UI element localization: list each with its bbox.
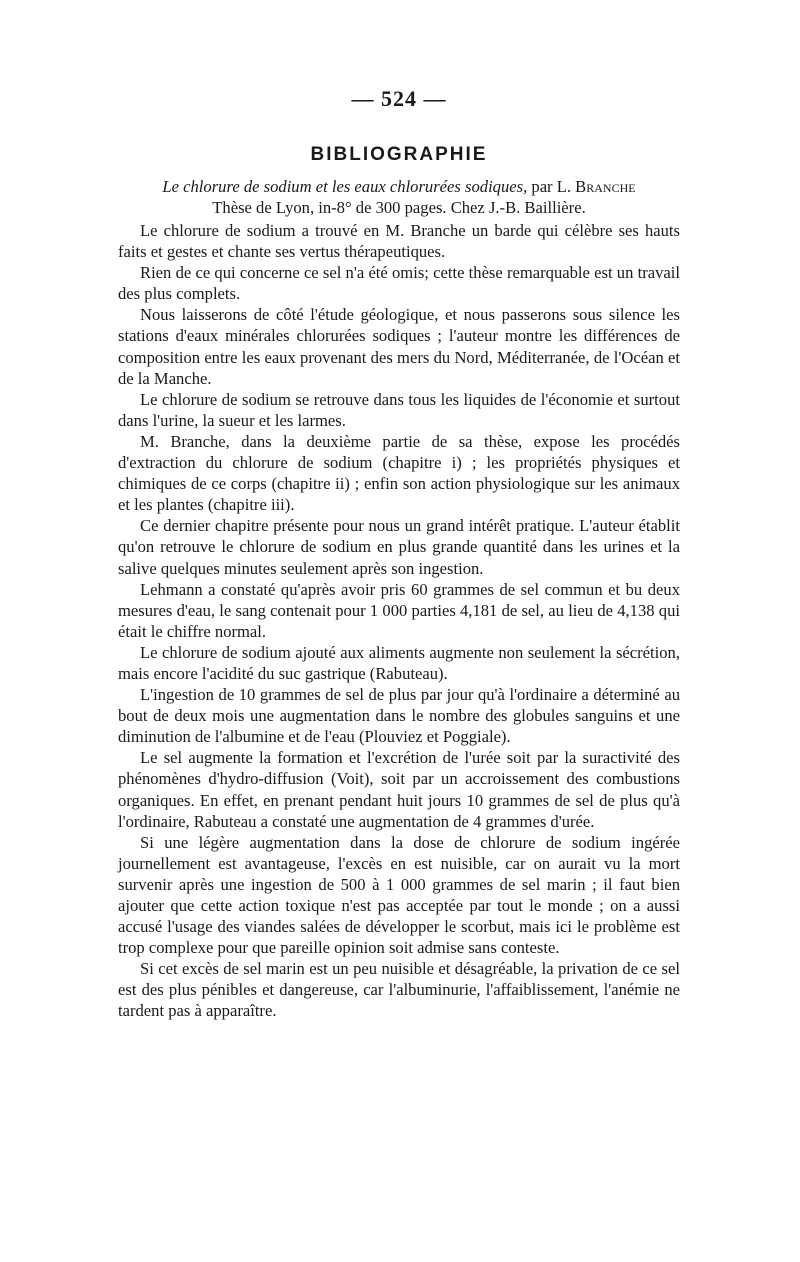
paragraph: Lehmann a constaté qu'après avoir pris 60 grammes de sel commun et bu deux mesures d'eau, le sang contenait pour 1 000 parties 4,181 de sel, au lieu de 4,138 qui était le chiffre normal. (118, 579, 680, 641)
bibliography-reference (118, 176, 680, 218)
paragraph: Rien de ce qui concerne ce sel n'a été omis; cette thèse remarquable est un travail des plus complets. (118, 263, 680, 304)
section-heading: BIBLIOGRAPHIE (310, 144, 488, 165)
page-number: — 524 — (351, 86, 447, 111)
reference-publication: Thèse de Lyon, in-8° de 300 pages. Chez J.-B. Baillière. (212, 198, 586, 217)
reference-title: Le chlorure de sodium et les eaux chlorurées sodiques, (162, 177, 528, 196)
paragraph: M. Branche, dans la deuxième partie de sa thèse, expose les procédés d'extraction du chlorure de sodium (chapitre i) ; les propriétés physiques et chimiques de ce corps (chapitre ii) ; enfin son action physiologique sur les animaux et les plantes (chapitre iii). (118, 431, 680, 515)
paragraph: Le chlorure de sodium ajouté aux aliments augmente non seulement la sécrétion, mais encore l'acidité du suc gastrique (Rabuteau). (118, 642, 680, 683)
paragraph: Ce dernier chapitre présente pour nous un grand intérêt pratique. L'auteur établit qu'on retrouve le chlorure de sodium en plus grande quantité dans les urines et la salive quelques minutes seulement après son ingestion. (118, 516, 680, 578)
paragraph: L'ingestion de 10 grammes de sel de plus par jour qu'à l'ordinaire a déterminé au bout de deux mois une augmentation dans le nombre des globules sanguins et une diminution de l'albumine et de l'eau (Plouviez et Poggiale). (118, 685, 680, 747)
paragraph: Le sel augmente la formation et l'excrétion de l'urée soit par la suractivité des phénomènes d'hydro-diffusion (Voit), soit par un accroissement des combustions organiques. En effet, en prenant pendant huit jours 10 grammes de sel de plus qu'à l'ordinaire, Rabuteau a constaté une augmentation de 4 grammes d'urée. (118, 748, 680, 831)
paragraph: Le chlorure de sodium se retrouve dans tous les liquides de l'économie et surtout dans l'urine, la sueur et les larmes. (118, 389, 680, 430)
document-page (118, 86, 680, 1022)
paragraph: Si cet excès de sel marin est un peu nuisible et désagréable, la privation de ce sel est des plus pénibles et dangereuse, car l'albuminurie, l'affaiblissement, l'anémie ne tardent pas à apparaître. (118, 959, 680, 1021)
reference-author: Branche (575, 177, 636, 196)
reference-by: par L. (527, 177, 576, 196)
paragraph: Nous laisserons de côté l'étude géologique, et nous passerons sous silence les stations d'eaux minérales chlorurées sodiques ; l'auteur montre les différences de composition entre les eaux provenant des mers du Nord, Méditerranée, de l'Océan et de la Manche. (118, 305, 680, 388)
paragraph: Si une légère augmentation dans la dose de chlorure de sodium ingérée journellement est avantageuse, l'excès en est nuisible, car on aurait vu la mort survenir après une ingestion de 500 à 1 000 grammes de sel marin ; il faut bien ajouter que cette action toxique n'est pas acceptée par tout le monde ; on a aussi accusé l'usage des viandes salées de développer le scorbut, mais ici le problème est trop complexe pour que pareille opinion soit admise sans conteste. (118, 832, 680, 958)
paragraph: Le chlorure de sodium a trouvé en M. Branche un barde qui célèbre ses hauts faits et gestes et chante ses vertus thérapeutiques. (118, 221, 680, 262)
